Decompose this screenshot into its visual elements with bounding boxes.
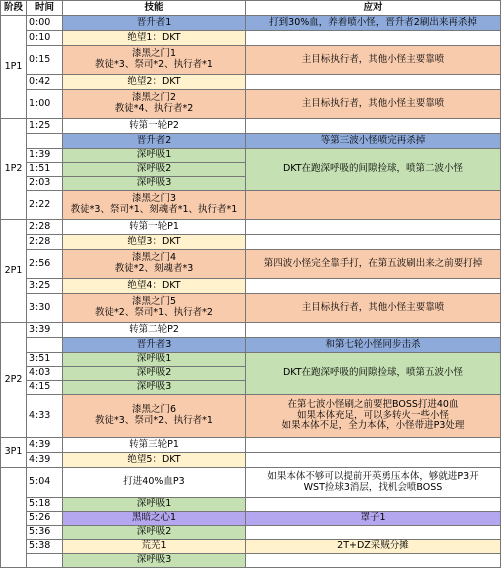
phase-cell-1p1[interactable]: 1P1 — [1, 16, 27, 119]
time-cell[interactable]: 3:25 — [27, 279, 63, 294]
time-cell[interactable]: 2:28 — [27, 235, 63, 250]
response-cell[interactable]: 主目标执行者，其他小怪主要靠喷 — [246, 294, 501, 323]
response-cell[interactable] — [246, 235, 501, 250]
time-cell[interactable]: 2:28 — [27, 220, 63, 235]
table-row — [1, 453, 501, 468]
time-cell[interactable]: 5:04 — [27, 468, 63, 498]
skill-line: 教徒*3、祭司*2、执行者*1 — [95, 415, 213, 426]
time-cell[interactable]: 3:51 — [27, 353, 63, 367]
response-cell[interactable] — [246, 554, 501, 568]
skill-line: 漆黑之门6 — [131, 404, 177, 416]
table-row — [1, 16, 501, 31]
time-cell[interactable] — [27, 554, 63, 568]
skill-line: 漆黑之门1 — [131, 48, 177, 60]
skill-cell[interactable]: 深呼吸1 — [63, 149, 246, 163]
time-cell[interactable]: 1:51 — [27, 163, 63, 177]
skill-cell[interactable]: 转第三轮P1 — [63, 438, 246, 453]
table-row — [1, 338, 501, 353]
response-line: WST捡球3消层，找机会喷BOSS — [303, 481, 443, 493]
skill-cell[interactable]: 黑暗之心1 — [63, 512, 246, 526]
table-row — [1, 512, 501, 526]
header-row — [1, 1, 501, 16]
table-row — [1, 31, 501, 46]
skill-cell[interactable]: 深呼吸3 — [63, 177, 246, 191]
time-cell[interactable]: 5:38 — [27, 540, 63, 554]
skill-cell[interactable]: 深呼吸1 — [63, 353, 246, 367]
phase-cell-2p2[interactable]: 2P2 — [1, 323, 27, 438]
header-phase[interactable]: 阶段 — [1, 1, 27, 16]
response-cell[interactable] — [246, 119, 501, 134]
time-cell[interactable] — [27, 134, 63, 149]
response-line: 如果本体充足，可以多转火一些小怪 — [296, 409, 449, 421]
response-cell-merged[interactable]: DKT在跑深呼吸的间隙捡球，喷第五波小怪 — [246, 353, 501, 395]
header-skill[interactable]: 技能 — [63, 1, 246, 16]
table-row — [1, 250, 501, 279]
response-cell[interactable] — [246, 526, 501, 540]
time-cell[interactable]: 1:25 — [27, 119, 63, 134]
response-cell-merged[interactable]: DKT在跑深呼吸的间隙捡球，喷第二波小怪 — [246, 149, 501, 191]
skill-cell[interactable]: 深呼吸2 — [63, 163, 246, 177]
time-cell[interactable]: 2:56 — [27, 250, 63, 279]
table-row — [1, 554, 501, 568]
skill-line: 漆黑之门5 — [131, 296, 177, 308]
header-response[interactable]: 应对 — [246, 1, 501, 16]
time-cell[interactable]: 0:00 — [27, 16, 63, 31]
phase-cell-2p1[interactable]: 2P1 — [1, 220, 27, 323]
time-cell[interactable]: 2:03 — [27, 177, 63, 191]
skill-cell[interactable]: 绝望1：DKT — [63, 31, 246, 46]
time-cell[interactable]: 4:15 — [27, 381, 63, 395]
table-row — [1, 75, 501, 90]
table-row — [1, 395, 501, 438]
skill-cell[interactable]: 深呼吸1 — [63, 498, 246, 512]
skill-line: 漆黑之门3 — [131, 193, 177, 205]
skill-line: 教徒*3、祭司*1、刻魂者*1、执行者*1 — [70, 204, 238, 215]
response-line: 如果本体不足，全力本体，小怪带进P3处理 — [281, 420, 465, 432]
response-cell[interactable]: 第四波小怪完全靠手打，在第五波刷出来之前要打掉 — [246, 250, 501, 279]
response-cell[interactable]: 打到30%血，养着喷小怪，晋升者2刷出来再杀掉 — [246, 16, 501, 31]
time-cell[interactable]: 4:03 — [27, 367, 63, 381]
skill-line: 漆黑之门2 — [131, 92, 177, 104]
header-time[interactable]: 时间 — [27, 1, 63, 16]
response-cell[interactable] — [246, 438, 501, 453]
skill-cell[interactable] — [63, 90, 246, 119]
time-cell[interactable]: 3:39 — [27, 323, 63, 338]
skill-cell[interactable]: 绝望3：DKT — [63, 235, 246, 250]
table-row — [1, 134, 501, 149]
time-cell[interactable]: 1:00 — [27, 90, 63, 119]
skill-cell[interactable] — [63, 191, 246, 220]
table-row — [1, 498, 501, 512]
table-row — [1, 220, 501, 235]
skill-cell[interactable]: 深呼吸2 — [63, 367, 246, 381]
skill-cell[interactable]: 晋升者1 — [63, 16, 246, 31]
skill-cell[interactable]: 转第一轮P1 — [63, 220, 246, 235]
time-cell[interactable]: 4:39 — [27, 438, 63, 453]
skill-cell[interactable]: 转第二轮P2 — [63, 323, 246, 338]
skill-cell[interactable] — [63, 250, 246, 279]
response-cell[interactable]: 和第七轮小怪同步击杀 — [246, 338, 501, 353]
skill-line: 教徒*4、执行者*2 — [114, 103, 194, 114]
table-row — [1, 526, 501, 540]
time-cell[interactable]: 1:39 — [27, 149, 63, 163]
time-cell[interactable]: 5:18 — [27, 498, 63, 512]
table-row — [1, 90, 501, 119]
response-line: 在第七波小怪刷之前要把BOSS打进40血 — [287, 398, 459, 410]
time-cell[interactable]: 5:36 — [27, 526, 63, 540]
response-cell[interactable] — [246, 468, 501, 498]
skill-cell[interactable]: 荒芜1 — [63, 540, 246, 554]
response-cell[interactable] — [246, 395, 501, 438]
response-cell[interactable]: 主目标执行者，其他小怪主要靠喷 — [246, 90, 501, 119]
time-cell[interactable]: 2:22 — [27, 191, 63, 220]
time-cell[interactable]: 4:39 — [27, 453, 63, 468]
table-row — [1, 468, 501, 498]
response-cell[interactable]: 主目标执行者，其他小怪主要靠喷 — [246, 46, 501, 75]
response-cell[interactable] — [246, 498, 501, 512]
response-cell[interactable] — [246, 323, 501, 338]
table-row — [1, 235, 501, 250]
response-line: 如果本体不够可以提前开英勇压本体，够就进P3开 — [267, 470, 479, 482]
skill-cell[interactable]: 绝望5：DKT — [63, 453, 246, 468]
time-cell[interactable]: 4:33 — [27, 395, 63, 438]
time-cell[interactable]: 0:42 — [27, 75, 63, 90]
table-row — [1, 119, 501, 134]
response-cell[interactable]: 罩子1 — [246, 512, 501, 526]
response-cell[interactable]: 等第三波小怪喷完再杀掉 — [246, 134, 501, 149]
skill-cell[interactable]: 绝望2：DKT — [63, 75, 246, 90]
time-cell[interactable]: 3:30 — [27, 294, 63, 323]
response-cell[interactable]: 2T+DZ采贼分摊 — [246, 540, 501, 554]
table-row — [1, 438, 501, 453]
phase-cell-1p2[interactable]: 1P2 — [1, 119, 27, 220]
table-row — [1, 279, 501, 294]
response-cell[interactable] — [246, 191, 501, 220]
time-cell[interactable]: 0:15 — [27, 46, 63, 75]
skill-line: 漆黑之门4 — [131, 252, 177, 264]
table-row — [1, 323, 501, 338]
skill-cell[interactable]: 绝望4：DKT — [63, 279, 246, 294]
response-cell[interactable] — [246, 220, 501, 235]
skill-cell[interactable]: 晋升者2 — [63, 134, 246, 149]
skill-cell[interactable] — [63, 46, 246, 75]
skill-line: 教徒*2、刻魂者*3 — [114, 263, 194, 274]
time-cell[interactable]: 5:26 — [27, 512, 63, 526]
table-row — [1, 294, 501, 323]
skill-cell[interactable]: 转第一轮P2 — [63, 119, 246, 134]
table-row — [1, 149, 501, 163]
skill-cell[interactable]: 打进40%血P3 — [63, 468, 246, 498]
skill-line: 教徒*3、祭司*2、执行者*1 — [95, 59, 213, 70]
skill-line: 教徒*2、祭司*1、执行者*2 — [95, 307, 213, 318]
table-row — [1, 353, 501, 367]
response-cell[interactable] — [246, 453, 501, 468]
skill-cell[interactable]: 晋升者3 — [63, 338, 246, 353]
table-row — [1, 540, 501, 554]
skill-cell[interactable]: 深呼吸3 — [63, 381, 246, 395]
response-cell[interactable] — [246, 75, 501, 90]
skill-cell[interactable] — [63, 294, 246, 323]
response-cell[interactable] — [246, 279, 501, 294]
skill-cell[interactable]: 深呼吸3 — [63, 554, 246, 568]
response-cell[interactable] — [246, 31, 501, 46]
phase-cell-empty[interactable] — [1, 468, 27, 568]
skill-cell[interactable]: 深呼吸2 — [63, 526, 246, 540]
phase-cell-3p1[interactable]: 3P1 — [1, 438, 27, 468]
table-row — [1, 46, 501, 75]
skill-cell[interactable] — [63, 395, 246, 438]
time-cell[interactable]: 0:10 — [27, 31, 63, 46]
time-cell[interactable] — [27, 338, 63, 353]
table-row — [1, 191, 501, 220]
